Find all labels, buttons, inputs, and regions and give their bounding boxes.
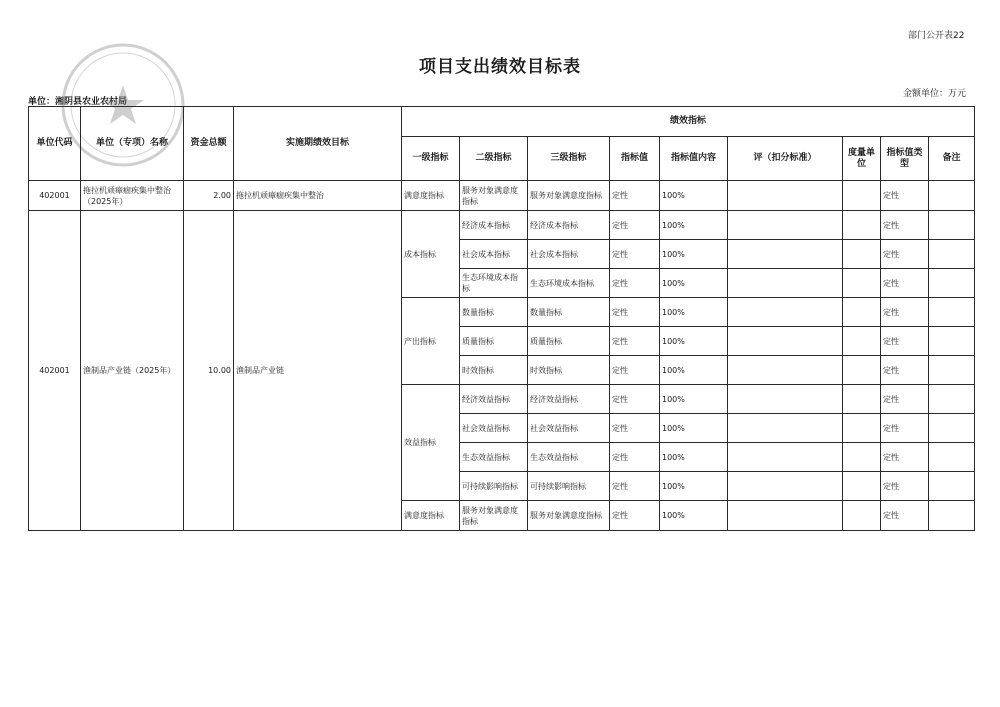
level3-cell: 质量指标 <box>528 327 610 356</box>
header-unit-code: 单位代码 <box>29 107 81 181</box>
level3-cell: 社会效益指标 <box>528 414 610 443</box>
goal-cell: 拖拉机顽瘴痼疾集中整治 <box>234 181 402 211</box>
measure-unit-cell <box>843 385 881 414</box>
value-type-cell: 定性 <box>881 327 929 356</box>
table-row <box>29 181 975 211</box>
level1-cell: 成本指标 <box>402 211 460 298</box>
value-content-cell: 100% <box>660 327 728 356</box>
remark-cell <box>929 385 975 414</box>
value-content-cell: 100% <box>660 181 728 211</box>
measure-unit-cell <box>843 211 881 240</box>
scoring-cell <box>728 472 843 501</box>
level1-cell: 产出指标 <box>402 298 460 385</box>
scoring-cell <box>728 181 843 211</box>
unit-label: 单位：湘阴县农业农村局 <box>28 97 128 107</box>
scoring-cell <box>728 211 843 240</box>
value-content-cell: 100% <box>660 385 728 414</box>
header-measure-unit: 度量单位 <box>843 137 881 181</box>
remark-cell <box>929 443 975 472</box>
indicator-value-cell: 定性 <box>610 298 660 327</box>
remark-cell <box>929 356 975 385</box>
remark-cell <box>929 240 975 269</box>
value-type-cell: 定性 <box>881 501 929 531</box>
header-level3: 三级指标 <box>528 137 610 181</box>
level3-cell: 服务对象满意度指标 <box>528 181 610 211</box>
header-scoring: 评（扣分标准） <box>728 137 843 181</box>
level2-cell: 服务对象满意度指标 <box>460 501 528 531</box>
remark-cell <box>929 181 975 211</box>
table-row <box>29 211 975 240</box>
value-type-cell: 定性 <box>881 181 929 211</box>
indicator-value-cell: 定性 <box>610 269 660 298</box>
unit-code-cell: 402001 <box>29 211 81 531</box>
header-level2: 二级指标 <box>460 137 528 181</box>
value-content-cell: 100% <box>660 501 728 531</box>
value-type-cell: 定性 <box>881 269 929 298</box>
value-type-cell: 定性 <box>881 240 929 269</box>
level3-cell: 经济效益指标 <box>528 385 610 414</box>
value-type-cell: 定性 <box>881 356 929 385</box>
scoring-cell <box>728 414 843 443</box>
indicator-value-cell: 定性 <box>610 240 660 269</box>
level1-cell: 效益指标 <box>402 385 460 501</box>
remark-cell <box>929 269 975 298</box>
level3-cell: 数量指标 <box>528 298 610 327</box>
scoring-cell <box>728 356 843 385</box>
level1-cell: 满意度指标 <box>402 501 460 531</box>
unit-code-cell: 402001 <box>29 181 81 211</box>
performance-table <box>28 106 975 531</box>
value-type-cell: 定性 <box>881 443 929 472</box>
level3-cell: 社会成本指标 <box>528 240 610 269</box>
value-type-cell: 定性 <box>881 385 929 414</box>
header-level1: 一级指标 <box>402 137 460 181</box>
goal-cell: 渔制品产业链 <box>234 211 402 531</box>
level3-cell: 生态效益指标 <box>528 443 610 472</box>
measure-unit-cell <box>843 414 881 443</box>
indicator-value-cell: 定性 <box>610 443 660 472</box>
measure-unit-cell <box>843 501 881 531</box>
level3-cell: 经济成本指标 <box>528 211 610 240</box>
header-goal: 实施期绩效目标 <box>234 107 402 181</box>
scoring-cell <box>728 443 843 472</box>
remark-cell <box>929 211 975 240</box>
remark-cell <box>929 501 975 531</box>
scoring-cell <box>728 327 843 356</box>
value-content-cell: 100% <box>660 240 728 269</box>
header-total-funds: 资金总额 <box>184 107 234 181</box>
indicator-value-cell: 定性 <box>610 472 660 501</box>
header-remark: 备注 <box>929 137 975 181</box>
header-value-type: 指标值类型 <box>881 137 929 181</box>
amount-unit-label: 金额单位：万元 <box>903 89 967 99</box>
header-project-name: 单位（专项）名称 <box>81 107 184 181</box>
page-title: 项目支出绩效目标表 <box>419 57 581 77</box>
header-performance: 绩效指标 <box>402 107 975 137</box>
level2-cell: 数量指标 <box>460 298 528 327</box>
remark-cell <box>929 327 975 356</box>
level2-cell: 经济效益指标 <box>460 385 528 414</box>
value-content-cell: 100% <box>660 472 728 501</box>
indicator-value-cell: 定性 <box>610 414 660 443</box>
level3-cell: 生态环境成本指标 <box>528 269 610 298</box>
value-content-cell: 100% <box>660 443 728 472</box>
funds-cell: 2.00 <box>184 181 234 211</box>
project-name-cell: 拖拉机顽瘴痼疾集中整治（2025年） <box>81 181 184 211</box>
measure-unit-cell <box>843 269 881 298</box>
measure-unit-cell <box>843 472 881 501</box>
level3-cell: 可持续影响指标 <box>528 472 610 501</box>
value-type-cell: 定性 <box>881 211 929 240</box>
value-content-cell: 100% <box>660 211 728 240</box>
indicator-value-cell: 定性 <box>610 356 660 385</box>
level3-cell: 服务对象满意度指标 <box>528 501 610 531</box>
level3-cell: 时效指标 <box>528 356 610 385</box>
level2-cell: 质量指标 <box>460 327 528 356</box>
remark-cell <box>929 414 975 443</box>
level2-cell: 社会成本指标 <box>460 240 528 269</box>
page-number: 部门公开表22 <box>908 31 965 41</box>
scoring-cell <box>728 298 843 327</box>
indicator-value-cell: 定性 <box>610 501 660 531</box>
remark-cell <box>929 472 975 501</box>
level2-cell: 时效指标 <box>460 356 528 385</box>
indicator-value-cell: 定性 <box>610 327 660 356</box>
header-indicator-value: 指标值 <box>610 137 660 181</box>
scoring-cell <box>728 269 843 298</box>
scoring-cell <box>728 501 843 531</box>
measure-unit-cell <box>843 298 881 327</box>
level2-cell: 可持续影响指标 <box>460 472 528 501</box>
value-content-cell: 100% <box>660 298 728 327</box>
value-content-cell: 100% <box>660 269 728 298</box>
measure-unit-cell <box>843 443 881 472</box>
measure-unit-cell <box>843 181 881 211</box>
value-type-cell: 定性 <box>881 414 929 443</box>
value-content-cell: 100% <box>660 356 728 385</box>
level2-cell: 服务对象满意度指标 <box>460 181 528 211</box>
scoring-cell <box>728 240 843 269</box>
value-content-cell: 100% <box>660 414 728 443</box>
level1-cell: 满意度指标 <box>402 181 460 211</box>
level2-cell: 社会效益指标 <box>460 414 528 443</box>
value-type-cell: 定性 <box>881 472 929 501</box>
remark-cell <box>929 298 975 327</box>
measure-unit-cell <box>843 240 881 269</box>
header-value-content: 指标值内容 <box>660 137 728 181</box>
indicator-value-cell: 定性 <box>610 181 660 211</box>
indicator-value-cell: 定性 <box>610 211 660 240</box>
value-type-cell: 定性 <box>881 298 929 327</box>
indicator-value-cell: 定性 <box>610 385 660 414</box>
measure-unit-cell <box>843 356 881 385</box>
funds-cell: 10.00 <box>184 211 234 531</box>
level2-cell: 经济成本指标 <box>460 211 528 240</box>
level2-cell: 生态效益指标 <box>460 443 528 472</box>
scoring-cell <box>728 385 843 414</box>
project-name-cell: 渔制品产业链（2025年） <box>81 211 184 531</box>
measure-unit-cell <box>843 327 881 356</box>
level2-cell: 生态环境成本指标 <box>460 269 528 298</box>
